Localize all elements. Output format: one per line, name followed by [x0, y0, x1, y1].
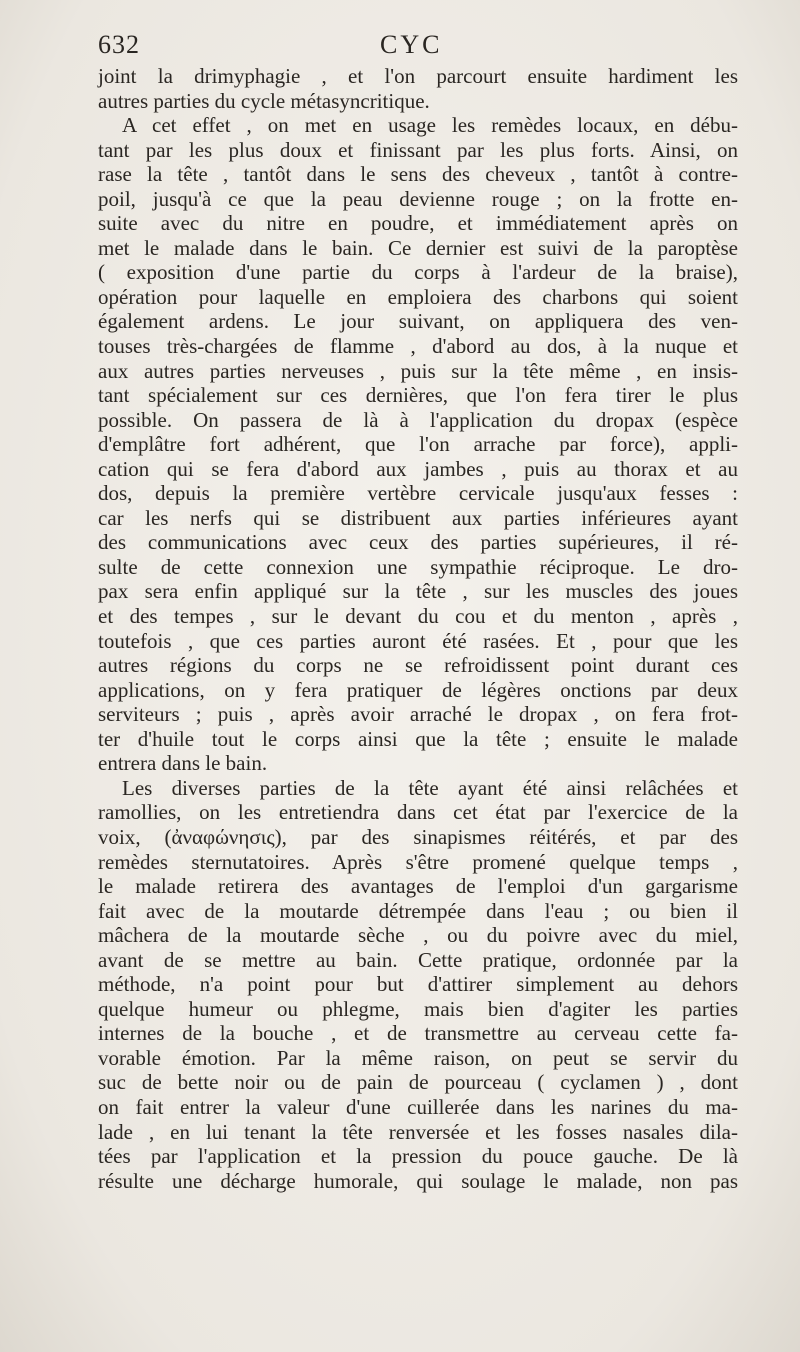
text-line: fait avec de la moutarde détrempée dans l'eau ; ou bien il	[98, 898, 738, 923]
text-line: suc de bette noir ou de pain de pourceau ( cyclamen ) , dont	[98, 1070, 738, 1095]
text-line: tées par l'application et la pression du pouce gauche. De là	[98, 1144, 738, 1169]
page-header	[98, 30, 738, 62]
text-line: quelque humeur ou phlegme, mais bien d'agiter les parties	[98, 996, 738, 1021]
text-line: touses très-chargées de flamme , d'abord au dos, à la nuque et	[98, 334, 738, 359]
text-line: ( exposition d'une partie du corps à l'ardeur de la braise),	[98, 260, 738, 285]
text-line: ter d'huile tout le corps ainsi que la tête ; ensuite le malade	[98, 726, 738, 751]
text-line: lade , en lui tenant la tête renversée et les fosses nasales dila-	[98, 1119, 738, 1144]
text-line: aux autres parties nerveuses , puis sur la tête même , en insis-	[98, 358, 738, 383]
text-line: on fait entrer la valeur d'une cuillerée dans les narines du ma-	[98, 1094, 738, 1119]
paragraph	[98, 776, 738, 1193]
text-line: méthode, n'a point pour but d'attirer simplement au dehors	[98, 972, 738, 997]
text-line: avant de se mettre au bain. Cette pratique, ordonnée par la	[98, 947, 738, 972]
body-text	[98, 64, 738, 1193]
text-line: rase la tête , tantôt dans le sens des cheveux , tantôt à contre-	[98, 162, 738, 187]
text-line: possible. On passera de là à l'application du dropax (espèce	[98, 407, 738, 432]
text-line: opération pour laquelle en emploiera des charbons qui soient	[98, 284, 738, 309]
text-line: résulte une décharge humorale, qui soulage le malade, non pas	[98, 1168, 738, 1193]
text-line: tant par les plus doux et finissant par les plus forts. Ainsi, on	[98, 137, 738, 162]
text-line: Les diverses parties de la tête ayant été ainsi relâchées et	[122, 775, 738, 800]
text-line: le malade retirera des avantages de l'emploi d'un gargarisme	[98, 874, 738, 899]
text-line: d'emplâtre fort adhérent, que l'on arrache par force), appli-	[98, 432, 738, 457]
text-line: applications, on y fera pratiquer de légères onctions par deux	[98, 677, 738, 702]
paragraph	[98, 64, 738, 113]
text-line: cation qui se fera d'abord aux jambes , puis au thorax et au	[98, 456, 738, 481]
text-line: entrera dans le bain.	[98, 751, 268, 776]
text-line: vorable émotion. Par la même raison, on peut se servir du	[98, 1045, 738, 1070]
text-line: met le malade dans le bain. Ce dernier est suivi de la paroptèse	[98, 235, 738, 260]
text-line: également ardens. Le jour suivant, on appliquera des ven-	[98, 309, 738, 334]
text-line: suite avec du nitre en poudre, et immédiatement après on	[98, 211, 738, 236]
text-line: sulte de cette connexion une sympathie réciproque. Le dro-	[98, 554, 738, 579]
running-head: CYC	[380, 30, 443, 59]
text-line: A cet effet , on met en usage les remèdes locaux, en débu-	[122, 113, 738, 138]
text-line: car les nerfs qui se distribuent aux parties inférieures ayant	[98, 505, 738, 530]
text-line: et des tempes , sur le devant du cou et du menton , après ,	[98, 604, 738, 629]
text-line: autres régions du corps ne se refroidissent point durant ces	[98, 653, 738, 678]
text-line: poil, jusqu'à ce que la peau devienne rouge ; on la frotte en-	[98, 186, 738, 211]
text-line: dos, depuis la première vertèbre cervicale jusqu'aux fesses :	[98, 481, 738, 506]
text-line: internes de la bouche , et de transmettre au cerveau cette fa-	[98, 1021, 738, 1046]
text-line: autres parties du cycle métasyncritique.	[98, 88, 430, 113]
text-line: pax sera enfin appliqué sur la tête , sur les muscles des joues	[98, 579, 738, 604]
page-number: 632	[98, 30, 140, 59]
text-line: des communications avec ceux des parties supérieures, il ré-	[98, 530, 738, 555]
text-line: remèdes sternutatoires. Après s'être promené quelque temps ,	[98, 849, 738, 874]
text-line: toutefois , que ces parties auront été rasées. Et , pour que les	[98, 628, 738, 653]
text-line: mâchera de la moutarde sèche , ou du poivre avec du miel,	[98, 923, 738, 948]
text-line: joint la drimyphagie , et l'on parcourt ensuite hardiment les	[98, 64, 738, 88]
paragraph	[98, 113, 738, 776]
text-line: serviteurs ; puis , après avoir arraché le dropax , on fera frot-	[98, 702, 738, 727]
text-line: tant spécialement sur ces dernières, que l'on fera tirer le plus	[98, 383, 738, 408]
text-line: voix, (ἀναφώνησις), par des sinapismes réitérés, et par des	[98, 824, 738, 849]
text-line: ramollies, on les entretiendra dans cet état par l'exercice de la	[98, 800, 738, 825]
